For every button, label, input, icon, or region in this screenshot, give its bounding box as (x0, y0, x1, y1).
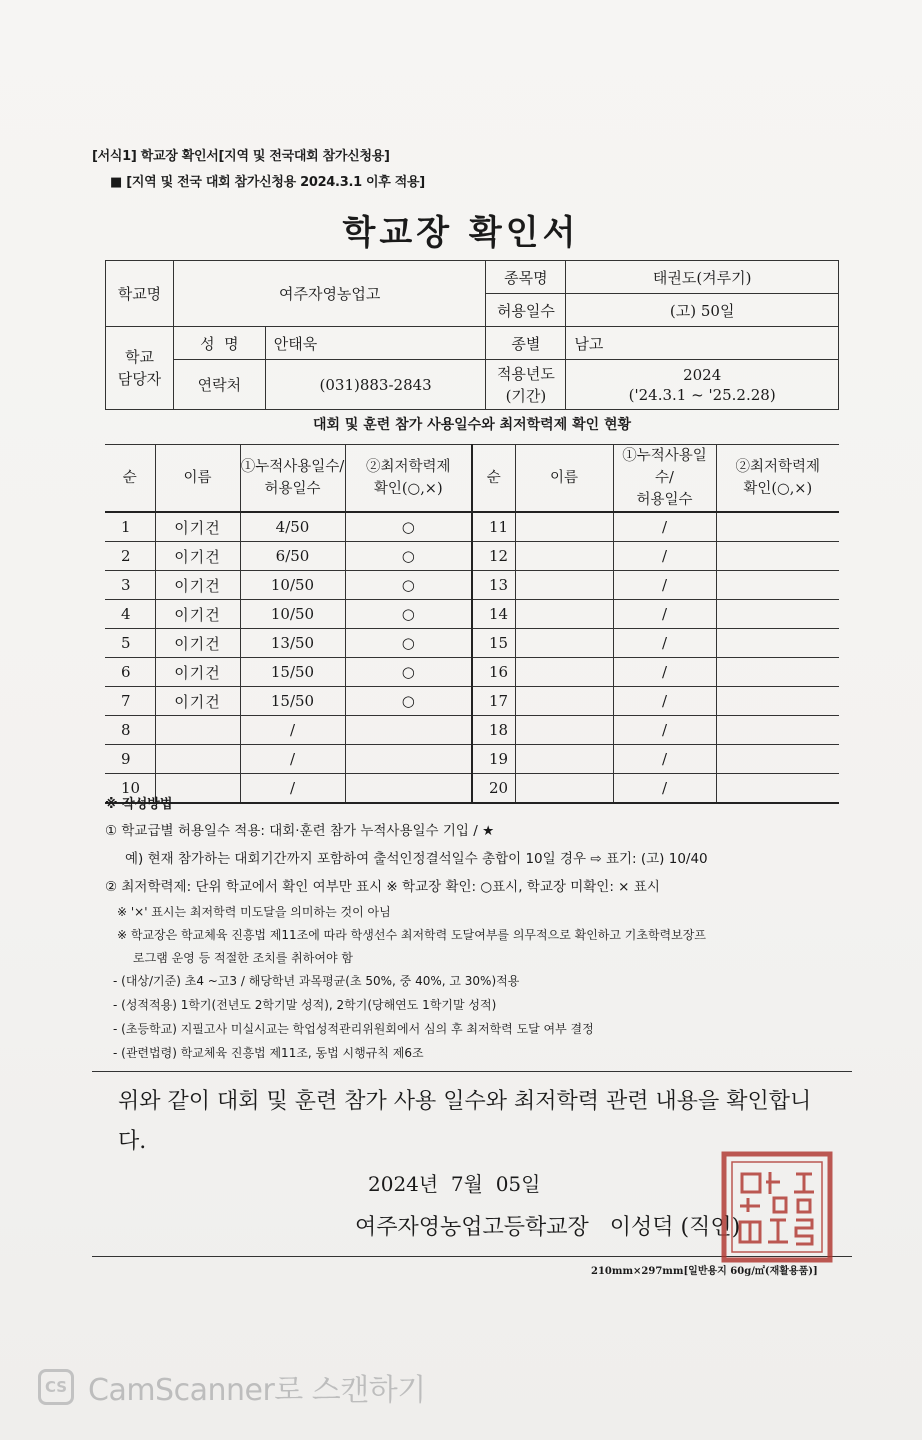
record-name: 이기건 (155, 571, 240, 600)
record-min: ○ (345, 542, 472, 571)
record-no: 6 (105, 658, 155, 687)
issue-date: 2024년 7월 05일 (368, 1172, 541, 1196)
record-min: ○ (345, 629, 472, 658)
record-row (105, 716, 839, 745)
record-min: ○ (345, 600, 472, 629)
camscanner-text: CamScanner로 스캔하기 (88, 1373, 426, 1408)
record-days: 10/50 (240, 571, 345, 600)
camscanner-watermark (38, 1368, 426, 1406)
allowed-days-value: (고) 50일 (566, 294, 839, 327)
record-name (515, 658, 613, 687)
record-no: 18 (472, 716, 515, 745)
record-row (105, 571, 839, 600)
record-no: 4 (105, 600, 155, 629)
record-no: 7 (105, 687, 155, 716)
record-days: / (240, 716, 345, 745)
record-days: / (240, 745, 345, 774)
event-value: 태권도(겨루기) (566, 261, 839, 294)
record-row (105, 600, 839, 629)
record-name (515, 745, 613, 774)
instructions (105, 793, 845, 1068)
record-name: 이기건 (155, 512, 240, 542)
document-title: 학교장 확인서 (342, 213, 580, 253)
record-name: 이기건 (155, 600, 240, 629)
record-min: ○ (345, 687, 472, 716)
form-label: [서식1] 학교장 확인서[지역 및 전국대회 참가신청용] (92, 149, 390, 164)
principal-signature: 여주자영농업고등학교장 이성덕 (직인) (355, 1215, 741, 1240)
record-no: 3 (105, 571, 155, 600)
year-value: 2024 (683, 365, 722, 384)
record-days: 6/50 (240, 542, 345, 571)
form-sub-label: ■ [지역 및 전국 대회 참가신청용 2024.3.1 이후 적용] (110, 175, 425, 190)
header-min-right: ②최저학력제 확인(○,×) (716, 445, 839, 513)
record-days: / (613, 658, 716, 687)
confirmation-text: 위와 같이 대회 및 훈련 참가 사용 일수와 최저학력 관련 내용을 확인합니다. (118, 1089, 812, 1154)
instructions-heading: ※ 작성방법 (105, 797, 173, 812)
record-min: ○ (345, 571, 472, 600)
record-min (345, 716, 472, 745)
instruction-dash-2: - (성적적용) 1학기(전년도 2학기말 성적), 2학기(당해연도 1학기말 성적) (113, 998, 497, 1012)
contact-label: 연락처 (173, 360, 265, 410)
record-name: 이기건 (155, 658, 240, 687)
record-header-row (105, 445, 839, 513)
official-seal-icon (718, 1148, 836, 1266)
record-min (716, 512, 839, 542)
record-no: 1 (105, 512, 155, 542)
record-no: 11 (472, 512, 515, 542)
manager-label: 학교 담당자 (106, 327, 174, 410)
school-name-label: 학교명 (106, 261, 174, 327)
record-days: / (613, 629, 716, 658)
year-label: 적용년도 (기간) (486, 360, 566, 410)
record-name (515, 687, 613, 716)
record-min (716, 600, 839, 629)
record-min (716, 542, 839, 571)
year-cell (566, 360, 839, 410)
instruction-sub-1: ※ '×' 표시는 최저학력 미도달을 의미하는 것이 아님 (117, 905, 391, 919)
record-days: / (613, 687, 716, 716)
record-row (105, 629, 839, 658)
instruction-dash-1: - (대상/기준) 초4 ~고3 / 해당학년 과목평균(초 50%, 중 40%, 고 30%)적용 (113, 974, 520, 988)
record-days: / (613, 512, 716, 542)
record-name (155, 716, 240, 745)
record-min (716, 658, 839, 687)
section-title: 대회 및 훈련 참가 사용일수와 최저학력제 확인 현황 (312, 417, 632, 433)
record-no: 14 (472, 600, 515, 629)
instruction-dash-3: - (초등학교) 지필고사 미실시교는 학업성적관리위원회에서 심의 후 최저학력 도달 여부 결정 (113, 1022, 594, 1036)
record-days: 10/50 (240, 600, 345, 629)
record-name: 이기건 (155, 542, 240, 571)
header-no-right: 순 (472, 445, 515, 513)
record-name: 이기건 (155, 687, 240, 716)
instruction-sub-2a: ※ 학교장은 학교체육 진흥법 제11조에 따라 학생선수 최저학력 도달여부를 의무적으로 확인하고 기초학력보장프 (117, 928, 706, 942)
paper-size-note: 210mm×297mm[일반용지 60g/㎡(재활용품)] (591, 1266, 818, 1277)
manager-name-label: 성 명 (173, 327, 265, 360)
record-min: ○ (345, 658, 472, 687)
record-min (716, 745, 839, 774)
record-no: 2 (105, 542, 155, 571)
school-info-table (105, 260, 839, 410)
record-row (105, 658, 839, 687)
divider-top (92, 1071, 852, 1072)
instruction-1-example: 예) 현재 참가하는 대회기간까지 포함하여 출석인정결석일수 총합이 10일 경우 ⇨ 표기: (고) 10/40 (125, 851, 708, 867)
record-name (155, 745, 240, 774)
header-days-left: ①누적사용일수/ 허용일수 (240, 445, 345, 513)
record-no: 5 (105, 629, 155, 658)
record-body (105, 512, 839, 803)
gender-value: 남고 (566, 327, 839, 360)
record-min (345, 745, 472, 774)
record-no: 19 (472, 745, 515, 774)
record-name (515, 542, 613, 571)
record-no: 9 (105, 745, 155, 774)
record-min (716, 687, 839, 716)
record-row (105, 512, 839, 542)
record-no: 12 (472, 542, 515, 571)
camscanner-logo-icon: CS (38, 1369, 74, 1405)
manager-name-value: 안태욱 (265, 327, 486, 360)
instruction-sub-2b: 로그램 운영 등 적절한 조치를 취하여야 함 (133, 951, 353, 965)
instruction-1: ① 학교급별 허용일수 적용: 대회·훈련 참가 누적사용일수 기입 / ★ (105, 823, 495, 839)
record-no: 13 (472, 571, 515, 600)
record-no: 17 (472, 687, 515, 716)
record-no: 20 (472, 774, 515, 804)
record-name (515, 512, 613, 542)
header-no-left: 순 (105, 445, 155, 513)
record-name (515, 629, 613, 658)
record-no: 15 (472, 629, 515, 658)
header-name-right: 이름 (515, 445, 613, 513)
record-days: 15/50 (240, 658, 345, 687)
record-table (105, 444, 839, 804)
header-name-left: 이름 (155, 445, 240, 513)
record-days: 4/50 (240, 512, 345, 542)
record-days: / (240, 774, 345, 804)
record-name: 이기건 (155, 629, 240, 658)
record-days: / (613, 571, 716, 600)
record-row (105, 745, 839, 774)
record-days: 15/50 (240, 687, 345, 716)
record-days: / (613, 745, 716, 774)
record-days: / (613, 774, 716, 804)
record-no: 10 (105, 774, 155, 804)
record-name (515, 716, 613, 745)
record-days: / (613, 600, 716, 629)
record-row (105, 542, 839, 571)
gender-label: 종별 (486, 327, 566, 360)
contact-value: (031)883-2843 (265, 360, 486, 410)
record-days: 13/50 (240, 629, 345, 658)
record-days: / (613, 716, 716, 745)
header-min-left: ②최저학력제 확인(○,×) (345, 445, 472, 513)
record-name (515, 571, 613, 600)
school-name-value: 여주자영농업고 (173, 261, 486, 327)
record-name (515, 600, 613, 629)
allowed-days-label: 허용일수 (486, 294, 566, 327)
record-min (716, 629, 839, 658)
record-min (716, 716, 839, 745)
record-min (716, 571, 839, 600)
header-days-right: ①누적사용일수/ 허용일수 (613, 445, 716, 513)
record-row (105, 687, 839, 716)
record-min: ○ (345, 512, 472, 542)
record-days: / (613, 542, 716, 571)
record-no: 16 (472, 658, 515, 687)
record-no: 8 (105, 716, 155, 745)
event-label: 종목명 (486, 261, 566, 294)
instruction-2: ② 최저학력제: 단위 학교에서 확인 여부만 표시 ※ 학교장 확인: ○표시, 학교장 미확인: × 표시 (105, 879, 660, 895)
instruction-dash-4: - (관련법령) 학교체육 진흥법 제11조, 동법 시행규칙 제6조 (113, 1046, 424, 1060)
period-value: ('24.3.1 ~ '25.2.28) (628, 385, 776, 404)
